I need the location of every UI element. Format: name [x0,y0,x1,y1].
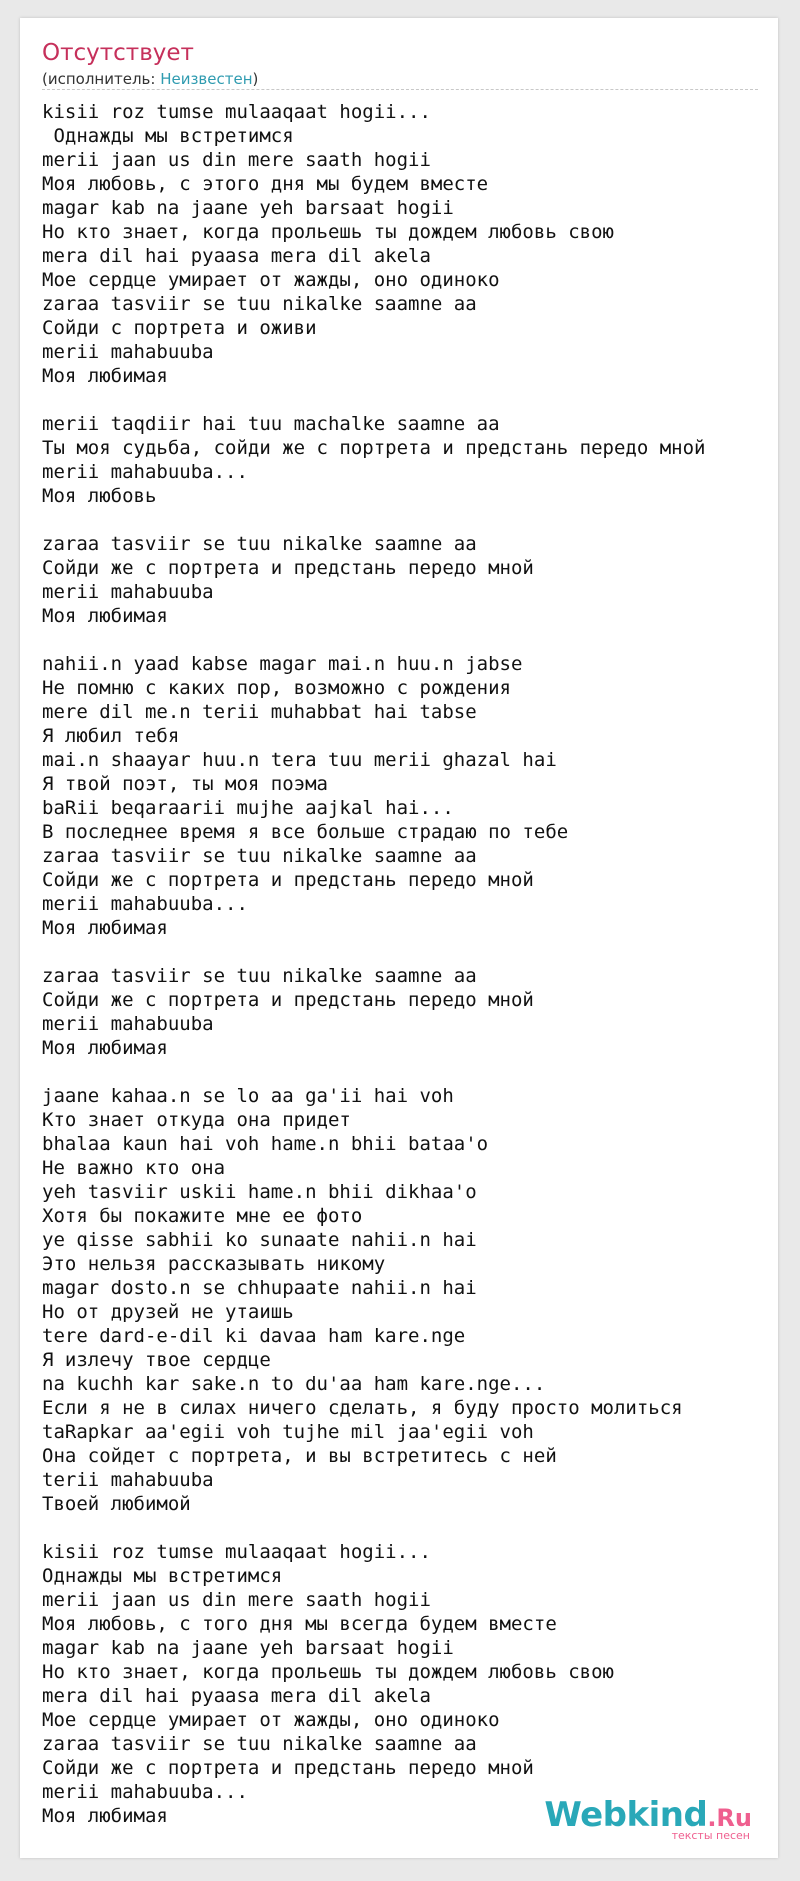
lyric-line: Хотя бы покажите мне ее фото [42,1205,363,1227]
lyric-line: Я твой поэт, ты моя поэма [42,773,328,795]
lyric-line: Я любил тебя [42,725,180,747]
lyric-line: ye qisse sabhii ko sunaate nahii.n hai [42,1229,477,1251]
lyric-line: Но от друзей не утаишь [42,1301,294,1323]
lyric-line: merii mahabuuba [42,1013,214,1035]
lyric-line: merii mahabuuba [42,581,214,603]
lyric-line: Твоей любимой [42,1493,191,1515]
lyric-line: kisii roz tumse mulaaqaat hogii... [42,101,431,123]
lyric-line: Сойди же с портрета и предстань передо мной [42,557,534,579]
lyric-line: merii mahabuuba... [42,461,248,483]
lyric-line: mera dil hai pyaasa mera dil akela [42,245,431,267]
lyric-line: Сойди же с портрета и предстань передо мной [42,869,534,891]
lyric-line: jaane kahaa.n se lo aa ga'ii hai voh [42,1085,454,1107]
logo-tagline: тексты песен [671,1829,750,1842]
lyric-line: kisii roz tumse mulaaqaat hogii... [42,1541,431,1563]
page-title: Отсутствует [42,40,194,66]
lyric-line: Мое сердце умирает от жажды, оно одиноко [42,1709,500,1731]
header-divider [42,89,758,90]
lyric-line: В последнее время я все больше страдаю по тебе [42,821,569,843]
lyric-line: Моя любовь, с этого дня мы будем вместе [42,173,489,195]
lyric-line: merii taqdiir hai tuu machalke saamne aa [42,413,500,435]
lyrics-text [42,100,758,1828]
lyric-line: merii mahabuuba [42,341,214,363]
lyric-line: na kuchh kar sake.n to du'aa ham kare.nge... [42,1373,546,1395]
artist-line [42,70,258,88]
lyric-line: magar dosto.n se chhupaate nahii.n hai [42,1277,477,1299]
lyric-line: zaraa tasviir se tuu nikalke saamne aa [42,965,477,987]
lyric-line: Сойди же с портрета и предстань передо мной [42,989,534,1011]
lyric-line: Она сойдет с портрета, и вы встретитесь с ней [42,1445,557,1467]
lyric-line: merii mahabuuba... [42,893,248,915]
site-logo[interactable] [544,1795,752,1842]
lyric-line: baRii beqaraarii mujhe aajkal hai... [42,797,454,819]
lyric-line: Но кто знает, когда прольешь ты дождем любовь свою [42,221,614,243]
lyric-line: merii jaan us din mere saath hogii [42,149,431,171]
lyrics-card [20,18,778,1858]
artist-suffix: ) [252,70,259,88]
lyric-line: merii jaan us din mere saath hogii [42,1589,431,1611]
lyric-line: zaraa tasviir se tuu nikalke saamne aa [42,1733,477,1755]
lyric-line: Не помню с каких пор, возможно с рождения [42,677,511,699]
lyric-line: Моя любимая [42,1805,168,1827]
lyric-line: Я излечу твое сердце [42,1349,271,1371]
lyric-line: Однажды мы встретимся [42,1565,283,1587]
lyric-line: magar kab na jaane yeh barsaat hogii [42,197,454,219]
lyric-line: terii mahabuuba [42,1469,214,1491]
lyric-line: zaraa tasviir se tuu nikalke saamne aa [42,845,477,867]
lyric-line: Ты моя судьба, сойди же с портрета и предстань передо мной [42,437,706,459]
lyric-line: tere dard-e-dil ki davaa ham kare.nge [42,1325,466,1347]
lyric-line: bhalaa kaun hai voh hame.n bhii bataa'o [42,1133,489,1155]
lyric-line: Сойди с портрета и оживи [42,317,317,339]
lyric-line: mere dil me.n terii muhabbat hai tabse [42,701,477,723]
lyric-line: mera dil hai pyaasa mera dil akela [42,1685,431,1707]
lyric-line: Не важно кто она [42,1157,226,1179]
lyric-line: Однажды мы встретимся [42,125,294,147]
lyric-line: Но кто знает, когда прольешь ты дождем любовь свою [42,1661,614,1683]
artist-link[interactable]: Неизвестен [160,70,253,88]
lyric-line: Мое сердце умирает от жажды, оно одиноко [42,269,500,291]
lyric-line: yeh tasviir uskii hame.n bhii dikhaa'o [42,1181,477,1203]
lyric-line: zaraa tasviir se tuu nikalke saamne aa [42,533,477,555]
lyric-line: Моя любимая [42,605,168,627]
lyric-line: zaraa tasviir se tuu nikalke saamne aa [42,293,477,315]
lyric-line: taRapkar aa'egii voh tujhe mil jaa'egii voh [42,1421,534,1443]
artist-prefix: (исполнитель: [42,70,161,88]
lyric-line: Моя любимая [42,1037,168,1059]
lyric-line: nahii.n yaad kabse magar mai.n huu.n jabse [42,653,523,675]
lyric-line: Это нельзя рассказывать никому [42,1253,386,1275]
lyric-line: Моя любимая [42,365,168,387]
lyric-line: Моя любовь, с того дня мы всегда будем вместе [42,1613,557,1635]
lyric-line: merii mahabuuba... [42,1781,248,1803]
lyric-line: Если я не в силах ничего сделать, я буду просто молиться [42,1397,683,1419]
lyric-line: magar kab na jaane yeh barsaat hogii [42,1637,454,1659]
lyric-line: Моя любовь [42,485,157,507]
lyric-line: mai.n shaayar huu.n tera tuu merii ghazal hai [42,749,557,771]
lyric-line: Сойди же с портрета и предстань передо мной [42,1757,534,1779]
lyric-line: Кто знает откуда она придет [42,1109,351,1131]
logo-domain: .Ru [707,1804,752,1832]
lyric-line: Моя любимая [42,917,168,939]
logo-wordmark: Webkind [544,1795,708,1835]
